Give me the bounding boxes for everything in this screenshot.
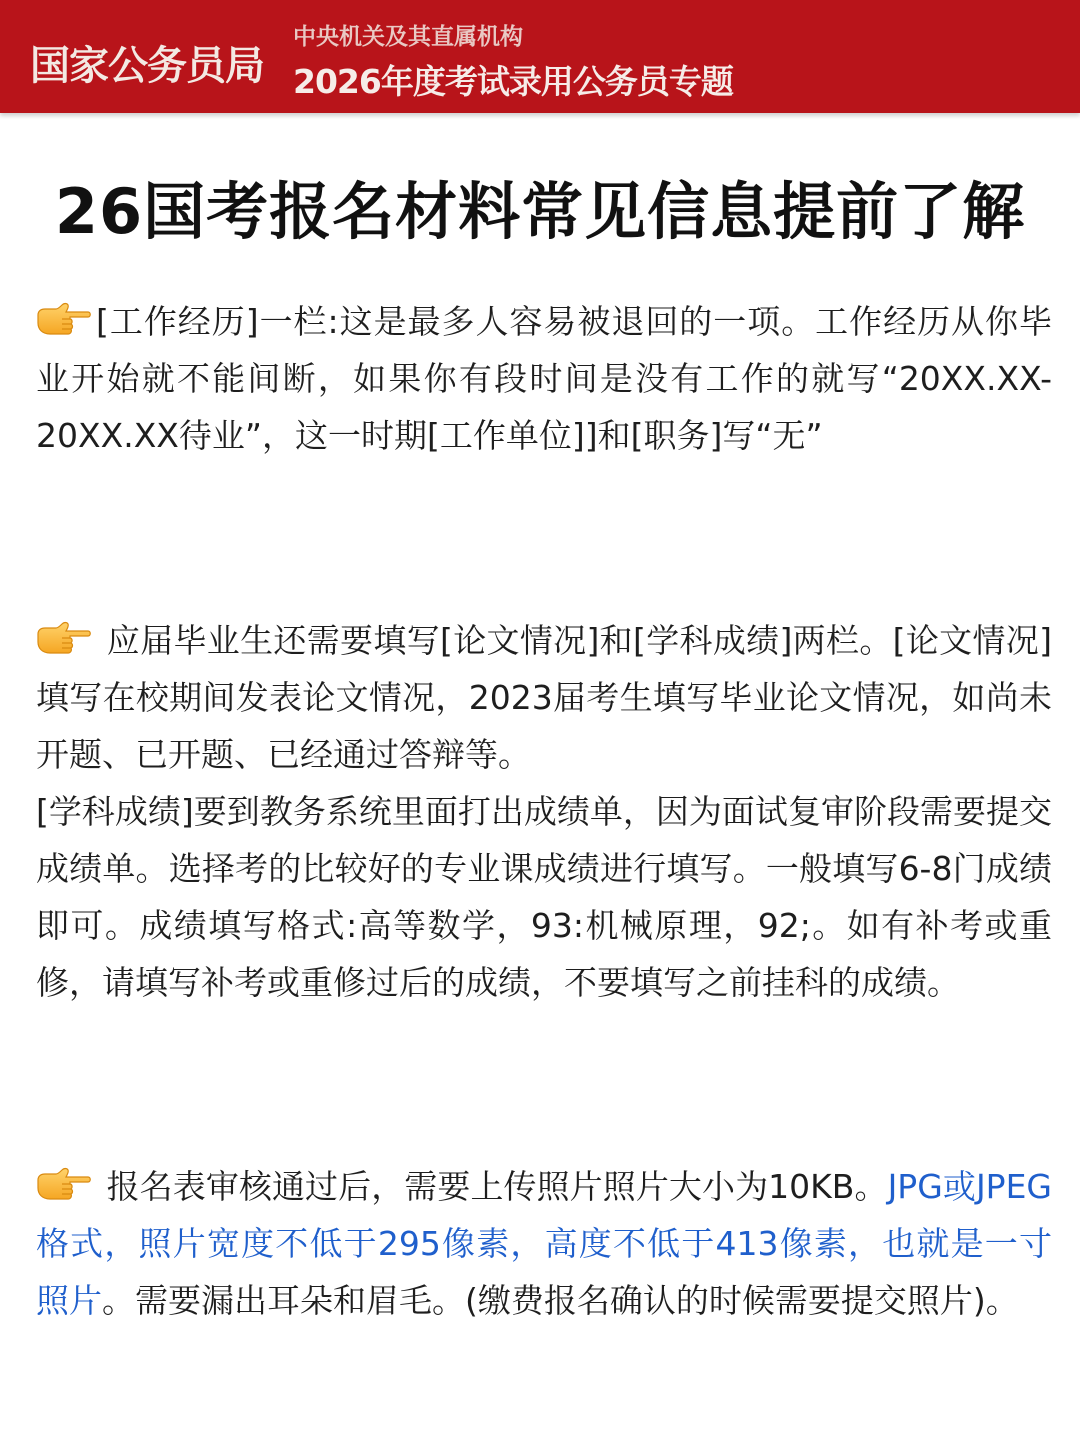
pointing-hand-icon xyxy=(36,301,92,341)
section-paragraph xyxy=(36,293,1052,464)
section-text: [工作经历]一栏:这是最多人容易被退回的一项。工作经历从你毕业开始就不能间断，如果你有段时间是没有工作的就写“20XX.XX-20XX.XX待业”，这一时期[工作单位]]和[职务]写“无” xyxy=(36,302,1052,455)
section-paragraph xyxy=(36,1158,1052,1329)
pointing-hand-icon xyxy=(36,1166,92,1206)
photo-spec-highlight: JPG或JPEG格式，照片宽度不低于295像素，高度不低于413像素，也就是一寸照片 xyxy=(36,1167,1052,1320)
org-name: 国家公务员局 xyxy=(30,43,264,89)
section-text: 。需要漏出耳朵和眉毛。(缴费报名确认的时候需要提交照片)。 xyxy=(102,1281,1019,1320)
header-subtitle-2: 2026年度考试录用公务员专题 xyxy=(293,62,733,101)
section-graduate-info xyxy=(36,612,1052,1011)
header-subtitle-1: 中央机关及其直属机构 xyxy=(293,24,523,50)
section-text: 报名表审核通过后，需要上传照片照片大小为10KB。 xyxy=(106,1167,888,1206)
section-text: 应届毕业生还需要填写[论文情况]和[学科成绩]两栏。[论文情况]填写在校期间发表论文情况，2023届考生填写毕业论文情况，如尚未开题、已开题、已经通过答辩等。 xyxy=(36,621,1052,774)
section-paragraph xyxy=(36,783,1052,1011)
section-text: [学科成绩]要到教务系统里面打出成绩单，因为面试复审阶段需要提交成绩单。选择考的比较好的专业课成绩进行填写。一般填写6-8门成绩即可。成绩填写格式:高等数学，93:机械原理，92;。如有补考或重修，请填写补考或重修过后的成绩，不要填写之前挂科的成绩。 xyxy=(36,792,1052,1002)
header-banner xyxy=(0,0,1080,113)
section-work-history xyxy=(36,293,1052,464)
section-paragraph xyxy=(36,612,1052,783)
pointing-hand-icon xyxy=(36,620,92,660)
section-photo-upload xyxy=(36,1158,1052,1329)
page-title: 26国考报名材料常见信息提前了解 xyxy=(54,175,1026,248)
